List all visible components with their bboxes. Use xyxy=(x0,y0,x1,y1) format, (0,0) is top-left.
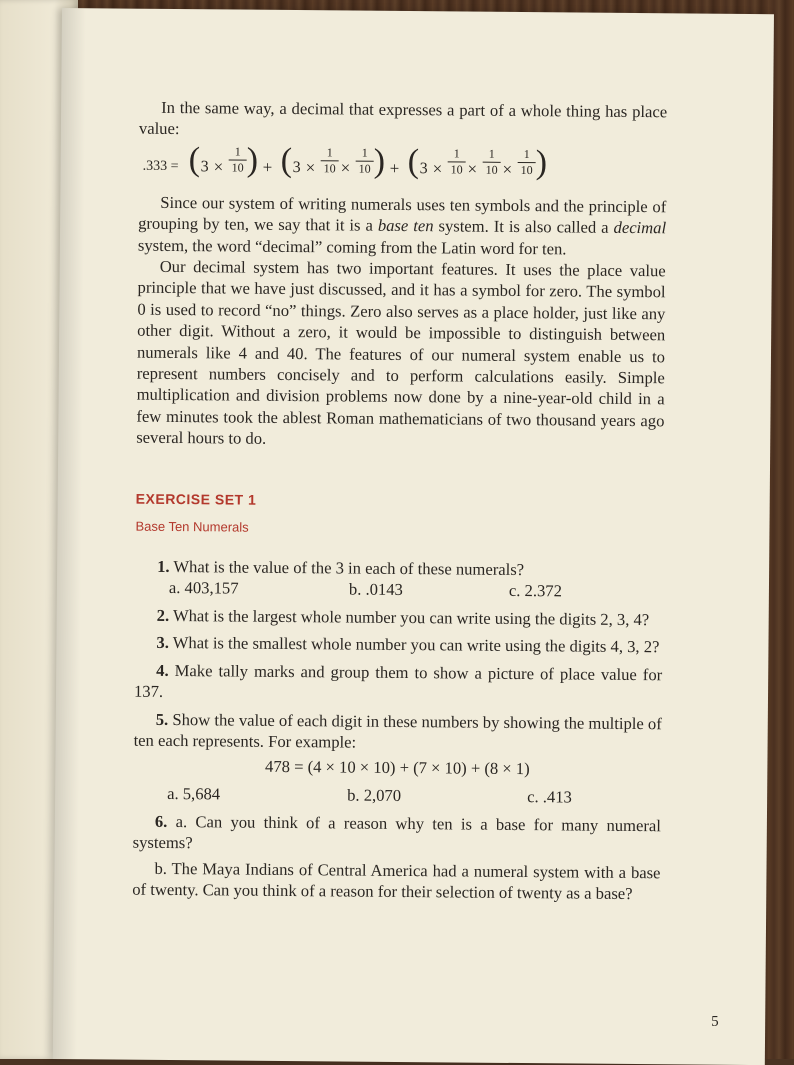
formula-digit: 3 xyxy=(292,158,301,176)
question-5-options xyxy=(133,782,661,809)
option-a: a. 5,684 xyxy=(167,783,221,804)
formula-plus: + xyxy=(389,158,400,178)
question-list xyxy=(132,555,663,904)
question-4: 4. Make tally marks and group them to show a picture of place value for 137. xyxy=(133,660,663,702)
formula-paren-close: ) xyxy=(373,142,386,180)
option-c: c. .413 xyxy=(527,786,572,807)
formula-paren-open: ( xyxy=(280,141,293,179)
page-text xyxy=(132,97,667,905)
formula-plus: + xyxy=(262,157,273,177)
formula-paren-close: ) xyxy=(535,143,548,182)
exercise-title: EXERCISE SET 1 xyxy=(135,490,257,508)
question-3: 3. What is the smallest whole number you can write using the digits 4, 3, 2? xyxy=(156,633,660,657)
formula-paren-open: ( xyxy=(407,142,420,180)
formula-lhs: .333 = xyxy=(142,158,179,174)
question-5-example: 478 = (4 × 10 × 10) + (7 × 10) + (8 × 1) xyxy=(264,757,530,779)
question-1: 1. What is the value of the 3 in each of these numerals? xyxy=(157,556,525,579)
formula-paren-open: ( xyxy=(188,140,201,179)
option-a: a. 403,157 xyxy=(168,577,239,598)
option-b: b. .0143 xyxy=(348,579,403,599)
intro-paragraph: In the same way, a decimal that expresses a part of a whole thing has place value: xyxy=(138,97,668,139)
formula-fraction: $\frac{1}{10}$ xyxy=(356,145,374,176)
formula-times: × xyxy=(305,157,316,178)
formula-fraction: $\frac{1}{10}$ xyxy=(518,147,536,178)
formula-times: × xyxy=(213,157,224,177)
question-6a: 6. a. Can you think of a reason why ten is a base for many numeral systems? xyxy=(132,811,661,853)
formula-fraction: $\frac{1}{10}$ xyxy=(448,146,466,177)
base-ten-paragraph: Since our system of writing numerals uses ten symbols and the principle of grouping by ten, we say that it is a base ten system. It is also called a decimal system, the word “decimal” coming from the Latin word for ten. xyxy=(137,192,667,259)
option-c: c. 2.372 xyxy=(508,580,563,601)
formula-times: × xyxy=(467,159,478,179)
book-page xyxy=(53,8,774,1065)
formula-paren-close: ) xyxy=(246,141,259,179)
decimal-formula xyxy=(138,140,666,192)
features-paragraph: Our decimal system has two important features. It uses the place value principle that we have just discussed, and it has a symbol for zero. The symbol 0 is used to record “no” things. Zero also serves as a place holder, just like any other digit. Without a zero, it would be impossible to distinguish between numerals like 4 and 40. The features of our numeral system enable us to represent numbers concisely and to perform calculations easily. Simple multiplication and division problems now done by a nine-year-old child in a few minutes took the ablest Roman mathematicians of two thousand years ago several hours to do. xyxy=(136,256,666,449)
page-number: 5 xyxy=(711,1013,719,1030)
question-5: 5. Show the value of each digit in these numbers by showing the multiple of ten each represents. For example: xyxy=(133,709,662,752)
question-6b: b. The Maya Indians of Central America had a numeral system with a base of twenty. Can you think of a reason for their selection of twenty as a base? xyxy=(132,858,661,903)
formula-digit: 3 xyxy=(419,159,428,178)
formula-digit: 3 xyxy=(200,158,209,176)
option-b: b. 2,070 xyxy=(347,785,402,805)
formula-times: × xyxy=(502,159,513,179)
formula-times: × xyxy=(340,158,351,178)
formula-times: × xyxy=(432,159,443,179)
formula-fraction: $\frac{1}{10}$ xyxy=(229,144,247,175)
exercise-subtitle: Base Ten Numerals xyxy=(135,518,249,535)
question-1-options xyxy=(135,577,663,604)
question-2: 2. What is the largest whole number you can write using the digits 2, 3, 4? xyxy=(156,605,650,630)
formula-fraction: $\frac{1}{10}$ xyxy=(321,145,339,176)
formula-fraction: $\frac{1}{10}$ xyxy=(483,146,501,177)
